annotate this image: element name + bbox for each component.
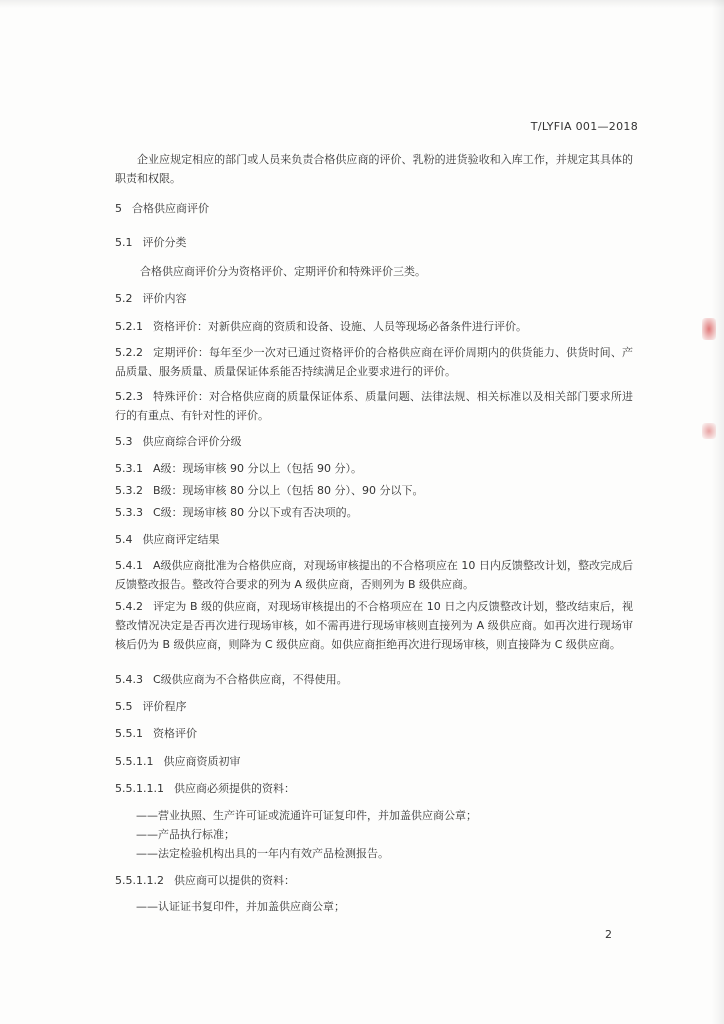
section-5-5-1-1-heading: 5.5.1.1 供应商资质初审 [115, 755, 241, 768]
intro-paragraph: 企业应规定相应的部门或人员来负责合格供应商的评价、乳粉的进货验收和入库工作，并规定其具体的职责和权限。 [115, 153, 633, 185]
section-5-3-3: 5.3.3 C级：现场审核 80 分以下或有否决项的。 [115, 506, 358, 519]
section-5-3-heading: 5.3 供应商综合评价分级 [115, 435, 242, 448]
section-5-3-2: 5.3.2 B级：现场审核 80 分以上（包括 80 分）、90 分以下。 [115, 484, 424, 497]
section-5-heading: 5 合格供应商评价 [115, 202, 209, 215]
scan-shadow-right [712, 0, 724, 1024]
section-5-4-1: 5.4.1 A级供应商批准为合格供应商，对现场审核提出的不合格项应在 10 日内反馈整改计划，整改完成后反馈整改报告。整改符合要求的列为 A 级供应商，否则列为 B 级供应商。 [115, 559, 633, 591]
section-5-4-heading: 5.4 供应商评定结果 [115, 533, 220, 546]
section-5-1-heading: 5.1 评价分类 [115, 236, 187, 249]
section-5-2-heading: 5.2 评价内容 [115, 292, 187, 305]
section-5-1-text: 合格供应商评价分为资格评价、定期评价和特殊评价三类。 [140, 265, 426, 278]
red-stamp-fragment-icon [702, 318, 716, 340]
section-5-2-3: 5.2.3 特殊评价：对合格供应商的质量保证体系、质量问题、法律法规、相关标准以及相关部门要求所进行的有重点、有针对性的评价。 [115, 390, 633, 422]
section-5-5-1-1-1-heading: 5.5.1.1.1 供应商必须提供的资料： [115, 782, 295, 795]
document-code: T/LYFIA 001—2018 [530, 120, 638, 133]
section-5-4-2: 5.4.2 评定为 B 级的供应商，对现场审核提出的不合格项应在 10 日之内反馈整改计划，整改结束后，视整改情况决定是否再次进行现场审核，如不需再进行现场审核则直接列为 A 级供应商。如再次进行现场审核后仍为 B 级供应商，则降为 C 级供应商。如供应商拒绝再次进行现场审核，则直接降为 C 级供应商。 [115, 600, 633, 651]
list-item: ——法定检验机构出具的一年内有效产品检测报告。 [136, 847, 389, 860]
page-number: 2 [605, 928, 612, 941]
section-5-2-2: 5.2.2 定期评价：每年至少一次对已通过资格评价的合格供应商在评价周期内的供货能力、供货时间、产品质量、服务质量、质量保证体系能否持续满足企业要求进行的评价。 [115, 346, 633, 378]
list-item: ——营业执照、生产许可证或流通许可证复印件，并加盖供应商公章； [136, 809, 477, 822]
scan-shadow-top [0, 0, 724, 8]
section-5-4-3: 5.4.3 C级供应商为不合格供应商，不得使用。 [115, 673, 348, 686]
list-item: ——认证证书复印件，并加盖供应商公章； [136, 900, 345, 913]
section-5-5-heading: 5.5 评价程序 [115, 700, 187, 713]
section-5-5-1-heading: 5.5.1 资格评价 [115, 727, 197, 740]
list-item: ——产品执行标准； [136, 828, 235, 841]
section-5-2-1: 5.2.1 资格评价：对新供应商的资质和设备、设施、人员等现场必备条件进行评价。 [115, 320, 527, 333]
red-stamp-fragment-icon [702, 423, 716, 439]
section-5-5-1-1-2-heading: 5.5.1.1.2 供应商可以提供的资料： [115, 874, 295, 887]
section-5-3-1: 5.3.1 A级：现场审核 90 分以上（包括 90 分）。 [115, 462, 363, 475]
